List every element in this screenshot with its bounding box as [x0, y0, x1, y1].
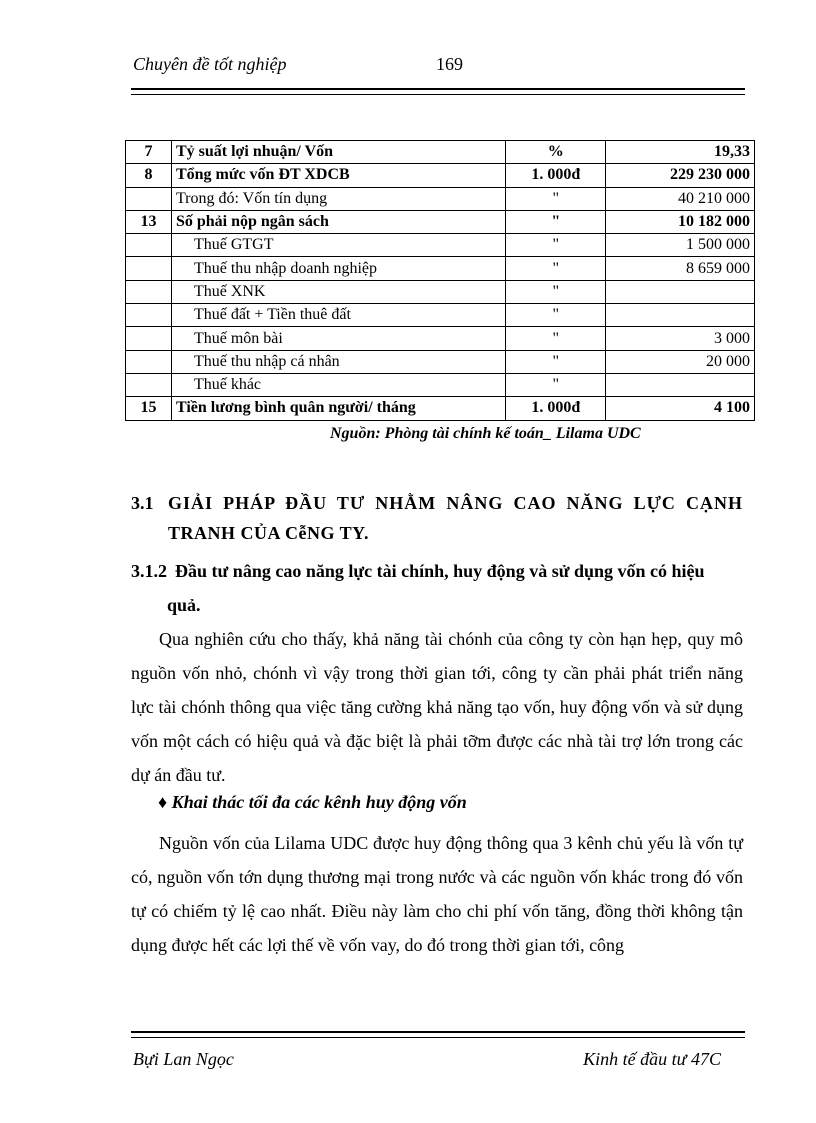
row-value: 4 100 [606, 397, 755, 420]
row-item: Thuế thu nhập doanh nghiệp [171, 257, 505, 280]
row-unit: % [506, 141, 606, 164]
row-item: Thuế GTGT [171, 234, 505, 257]
row-value [606, 280, 755, 303]
row-unit: " [506, 210, 606, 233]
header-title: Chuyên đề tốt nghiệp [133, 54, 287, 74]
row-number [126, 304, 172, 327]
paragraph-1-text: Qua nghiên cứu cho thấy, khả năng tài chónh của công ty còn hạn hẹp, quy mô nguồn vốn nhỏ, chónh vì vậy trong thời gian tới, công ty cần phải phát triển năng lực tài chónh thông qua việc tăng cường khả năng tạo vốn, huy động vốn và sử dụng vốn một cách có hiệu quả và đặc biệt là phải tỡm được các nhà tài trợ lớn trong các dự án đầu tư. [131, 629, 743, 785]
footer-rule [131, 1031, 745, 1038]
row-number: 13 [126, 210, 172, 233]
row-unit: " [506, 350, 606, 373]
row-value [606, 304, 755, 327]
row-item: Trong đó: Vốn tín dụng [171, 187, 505, 210]
page-header [131, 52, 745, 76]
row-number [126, 327, 172, 350]
row-number [126, 280, 172, 303]
section-title-line1: GIẢI PHÁP ĐẦU TƯ NHẰM NÂNG CAO NĂNG LỰC CẠNH [168, 493, 743, 513]
row-number: 15 [126, 397, 172, 420]
row-number [126, 187, 172, 210]
table-row [126, 187, 755, 210]
table-row [126, 141, 755, 164]
row-unit: " [506, 327, 606, 350]
row-number: 7 [126, 141, 172, 164]
row-item: Tổng mức vốn ĐT XDCB [171, 164, 505, 187]
table-row [126, 280, 755, 303]
table-row [126, 373, 755, 396]
row-item: Thuế khác [171, 373, 505, 396]
row-item: Thuế đất + Tiền thuê đất [171, 304, 505, 327]
header-rule [131, 88, 745, 95]
row-unit: " [506, 373, 606, 396]
row-value: 19,33 [606, 141, 755, 164]
subsection-title-line1: Đầu tư nâng cao năng lực tài chính, huy động và sử dụng vốn có hiệu [175, 561, 705, 581]
subsection-title-line2: quả. [167, 595, 201, 615]
subsection-heading-3-1-2 [131, 554, 743, 622]
row-item: Thuế môn bài [171, 327, 505, 350]
row-number [126, 257, 172, 280]
paragraph-2-text: Nguồn vốn của Lilama UDC được huy động thông qua 3 kênh chủ yếu là vốn tự có, nguồn vốn tớn dụng thương mại trong nước và các nguồn vốn khác trong đó vốn tự có chiếm tỷ lệ cao nhất. Điều này làm cho chi phí vốn tăng, đồng thời không tận dụng được hết các lợi thế về vốn vay, do đó trong thời gian tới, công [131, 833, 743, 955]
table-row [126, 397, 755, 420]
table-row [126, 350, 755, 373]
page-number: 169 [436, 54, 463, 74]
paragraph-1 [131, 622, 743, 792]
row-number [126, 234, 172, 257]
row-value: 1 500 000 [606, 234, 755, 257]
row-value [606, 373, 755, 396]
row-unit: 1. 000đ [506, 397, 606, 420]
section-heading-3-1 [131, 488, 743, 548]
row-value: 229 230 000 [606, 164, 755, 187]
row-number [126, 350, 172, 373]
row-number [126, 373, 172, 396]
section-number: 3.1 [131, 493, 154, 513]
table-row [126, 257, 755, 280]
subsection-number: 3.1.2 [131, 561, 167, 581]
table-row [126, 164, 755, 187]
table-row [126, 234, 755, 257]
row-unit: " [506, 257, 606, 280]
table-row [126, 304, 755, 327]
row-value: 3 000 [606, 327, 755, 350]
table-row [126, 327, 755, 350]
row-item: Thuế XNK [171, 280, 505, 303]
row-value: 10 182 000 [606, 210, 755, 233]
row-item: Tỷ suất lợi nhuận/ Vốn [171, 141, 505, 164]
row-unit: " [506, 234, 606, 257]
paragraph-2 [131, 826, 743, 962]
footer-author: Bựi Lan Ngọc [133, 1049, 234, 1069]
row-value: 20 000 [606, 350, 755, 373]
bullet-heading: ♦ Khai thác tối đa các kênh huy động vốn [158, 792, 467, 812]
row-unit: " [506, 304, 606, 327]
section-title-line2: TRANH CỦA CễNG TY. [168, 523, 370, 543]
row-unit: " [506, 280, 606, 303]
row-item: Thuế thu nhập cá nhân [171, 350, 505, 373]
row-item: Tiền lương bình quân người/ tháng [171, 397, 505, 420]
row-unit: 1. 000đ [506, 164, 606, 187]
row-item: Số phải nộp ngân sách [171, 210, 505, 233]
table-row [126, 210, 755, 233]
row-unit: " [506, 187, 606, 210]
row-value: 40 210 000 [606, 187, 755, 210]
row-number: 8 [126, 164, 172, 187]
financial-table [125, 140, 755, 421]
table-source-note: Nguồn: Phòng tài chính kế toán_ Lilama UDC [330, 425, 641, 442]
footer-class: Kinh tế đầu tư 47C [583, 1049, 721, 1069]
row-value: 8 659 000 [606, 257, 755, 280]
